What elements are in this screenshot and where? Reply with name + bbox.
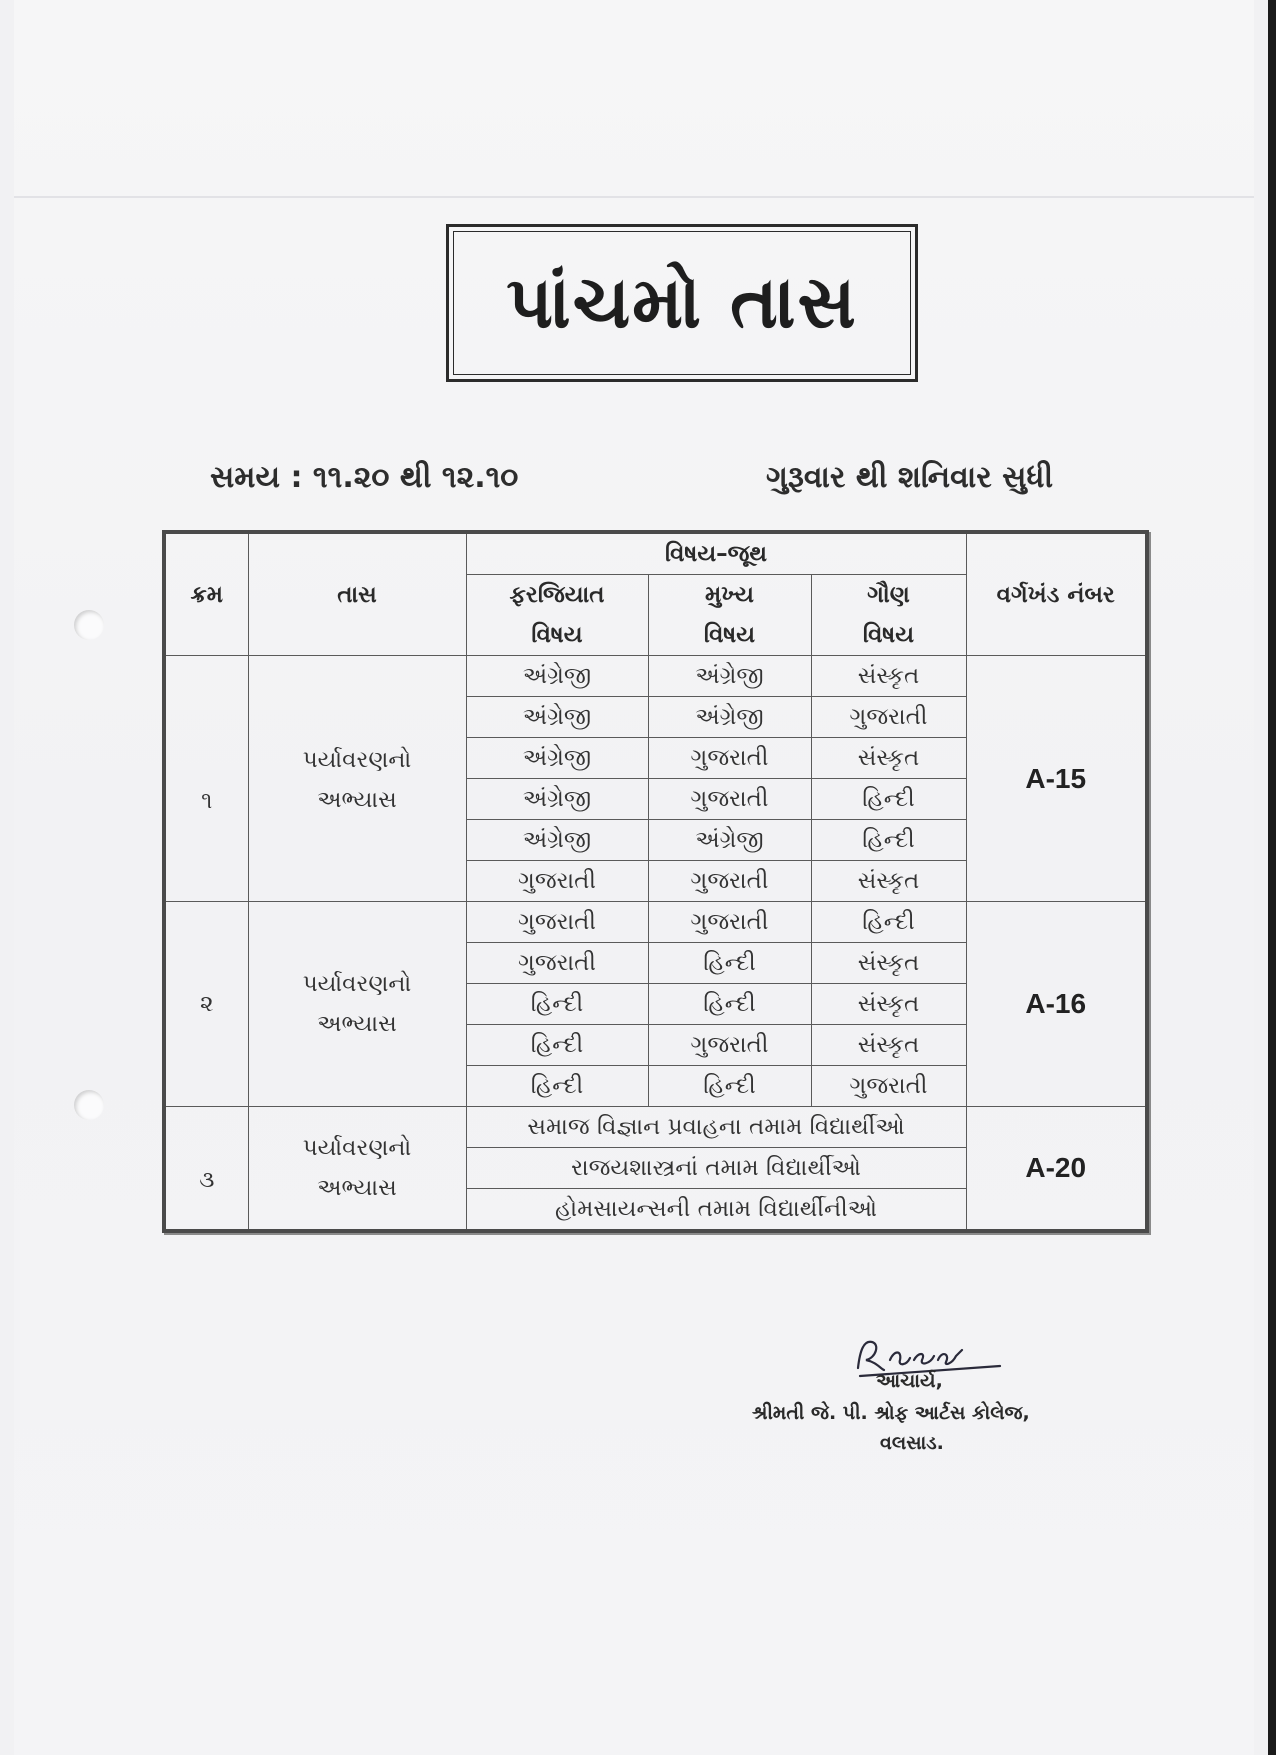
mukhya-cell: હિન્દી [648,943,811,984]
gaun-cell: સંસ્કૃત [811,738,966,779]
gaun-cell: ગુજરાતી [811,1066,966,1107]
mukhya-cell: અંગ્રેજી [648,820,811,861]
header-taas: તાસ [248,532,466,656]
mukhya-cell: હિન્દી [648,984,811,1025]
group-subject-line1: પર્યાવરણનો [302,1135,412,1161]
mukhya-cell: હિન્દી [648,1066,811,1107]
room-number: A-16 [966,902,1147,1107]
title-box [446,224,918,382]
header-gaun-line2: વિષય [862,622,915,648]
farjiyat-cell: અંગ્રેજી [466,738,648,779]
scan-edge [1268,0,1276,1755]
table-row [164,902,1147,943]
header-gaun [811,575,966,656]
gaun-cell: સંસ્કૃત [811,984,966,1025]
gaun-cell: સંસ્કૃત [811,861,966,902]
table-row [164,656,1147,697]
farjiyat-cell: અંગ્રેજી [466,656,648,697]
mukhya-cell: ગુજરાતી [648,779,811,820]
group-number: ૩ [164,1107,248,1232]
farjiyat-cell: ગુજરાતી [466,861,648,902]
group-subject [248,656,466,902]
signature-designation: આચાર્ય, [876,1370,943,1392]
header-vishay-juth: વિષય–જૂથ [466,532,966,575]
punch-hole-icon [74,1090,104,1120]
time-info: સમય : ૧૧.૨૦ થી ૧૨.૧૦ [210,460,519,495]
table-row [164,1107,1147,1148]
farjiyat-cell: ગુજરાતી [466,943,648,984]
group-number: ૨ [164,902,248,1107]
farjiyat-cell: અંગ્રેજી [466,820,648,861]
header-room-no: વર્ગખંડ નંબર [966,532,1147,656]
header-row [164,532,1147,575]
group-subject [248,902,466,1107]
stream-cell: રાજયશાસ્ત્રનાં તમામ વિદ્યાર્થીઓ [466,1148,966,1189]
header-mukhya [648,575,811,656]
mukhya-cell: ગુજરાતી [648,861,811,902]
page-title: પાંચમો તાસ [506,260,858,344]
group-subject-line2: અભ્યાસ [317,1175,397,1201]
header-mukhya-line1: મુખ્ય [704,582,755,608]
gaun-cell: ગુજરાતી [811,697,966,738]
signature-college: શ્રીમતી જે. પી. શ્રોફ આર્ટસ કોલેજ, [752,1402,1030,1424]
farjiyat-cell: અંગ્રેજી [466,779,648,820]
gaun-cell: હિન્દી [811,902,966,943]
stream-cell: હોમસાયન્સની તમામ વિદ્યાર્થીનીઓ [466,1189,966,1232]
signature-city: વલસાડ. [880,1432,944,1454]
paper-fold-line [14,196,1254,198]
group-subject-line2: અભ્યાસ [317,786,397,813]
farjiyat-cell: હિન્દી [466,1025,648,1066]
farjiyat-cell: ગુજરાતી [466,902,648,943]
header-gaun-line1: ગૌણ [867,582,910,608]
farjiyat-cell: હિન્દી [466,1066,648,1107]
mukhya-cell: અંગ્રેજી [648,656,811,697]
header-kram: ક્રમ [164,532,248,656]
gaun-cell: સંસ્કૃત [811,656,966,697]
header-farjiyat [466,575,648,656]
gaun-cell: સંસ્કૃત [811,1025,966,1066]
signature-block [752,1320,1112,1480]
gaun-cell: હિન્દી [811,820,966,861]
gaun-cell: સંસ્કૃત [811,943,966,984]
days-info: ગુરૂવાર થી શનિવાર સુધી [766,460,1054,495]
punch-hole-icon [74,610,104,640]
room-number: A-15 [966,656,1147,902]
gaun-cell: હિન્દી [811,779,966,820]
header-mukhya-line2: વિષય [703,622,756,648]
group-number: ૧ [164,656,248,902]
room-number: A-20 [966,1107,1147,1232]
header-farjiyat-line1: ફરજિયાત [509,582,605,608]
farjiyat-cell: હિન્દી [466,984,648,1025]
mukhya-cell: ગુજરાતી [648,1025,811,1066]
header-farjiyat-line2: વિષય [531,622,583,648]
group-subject-line1: પર્યાવરણનો [302,971,412,997]
group-subject [248,1107,466,1232]
mukhya-cell: ગુજરાતી [648,902,811,943]
group-subject-line1: પર્યાવરણનો [302,746,412,773]
mukhya-cell: ગુજરાતી [648,738,811,779]
schedule-table [162,530,1149,1233]
group-subject-line2: અભ્યાસ [317,1011,397,1037]
farjiyat-cell: અંગ્રેજી [466,697,648,738]
stream-cell: સમાજ વિજ્ઞાન પ્રવાહના તમામ વિદ્યાર્થીઓ [466,1107,966,1148]
mukhya-cell: અંગ્રેજી [648,697,811,738]
